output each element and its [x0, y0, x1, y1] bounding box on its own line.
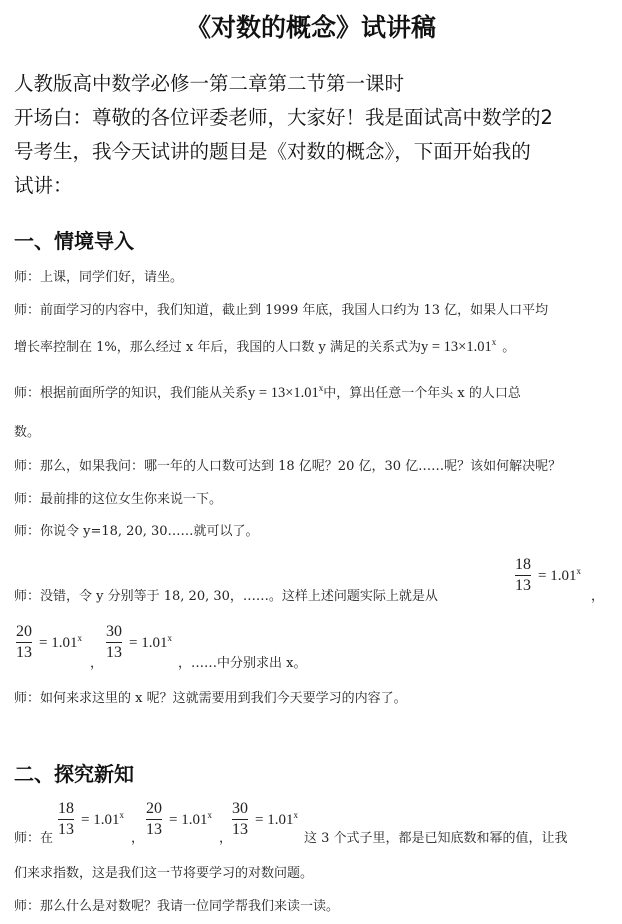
equation: = $1.01^x$ [169, 810, 212, 828]
paragraph: 师：没错，令 y 分别等于 18, 20, 30，……。这样上述问题实际上就是从 [14, 589, 438, 604]
paragraph: 师：最前排的这位女生你来说一下。 [14, 492, 223, 507]
intro-line-3: 号考生，我今天试讲的题目是《对数的概念》，下面开始我的 [14, 140, 531, 163]
paragraph: 数。 [14, 425, 41, 440]
paragraph: 师：上课，同学们好，请坐。 [14, 270, 184, 285]
paragraph: 师：那么，如果我问：哪一年的人口数可达到 18 亿呢？20 亿，30 亿……呢？该如何解决呢？ [14, 459, 562, 474]
intro-line-2: 开场白：尊敬的各位评委老师，大家好！我是面试高中数学的2 [14, 106, 553, 129]
paragraph: 师：那么什么是对数呢？我请一位同学帮我们来读一读。 [14, 899, 340, 914]
paragraph: 们来求指数，这是我们这一节将要学习的对数问题。 [14, 866, 314, 881]
equation: = $1.01^x$ [538, 566, 581, 584]
paragraph: 师：如何来求这里的 x 呢？这就需要用到我们今天要学习的内容了。 [14, 691, 407, 706]
equation: $y = 13\times 1.01^x$ [420, 337, 497, 355]
equation: = $1.01^x$ [129, 633, 172, 651]
paragraph: ，……中分别求出 x。 [178, 656, 307, 671]
paragraph: 师：前面学习的内容中，我们知道，截止到 1999 年底，我国人口约为 13 亿，如果人口平均 [14, 303, 549, 318]
section-heading-2: 二、探究新知 [14, 762, 134, 786]
paragraph: 师：根据前面所学的知识，我们能从关系$y = 13\times 1.01^x$中，算出任意一个年头 x 的人口总 [14, 383, 521, 401]
fraction: 20 13 [146, 800, 162, 838]
equation: $y = 13\times 1.01^x$ [248, 383, 324, 401]
fraction: 18 13 [58, 800, 74, 838]
page-title: 《对数的概念》试讲稿 [185, 13, 436, 42]
paragraph: 这 3 个式子里，都是已知底数和幂的值，让我 [304, 831, 568, 846]
paragraph: 增长率控制在 1%，那么经过 x 年后，我国的人口数 y 满足的关系式为$y = 13\times 1.01^x$ 。 [14, 337, 516, 355]
equation: = $1.01^x$ [255, 810, 298, 828]
equation: = $1.01^x$ [39, 633, 82, 651]
fraction: 30 13 [232, 800, 248, 838]
intro-line-4: 试讲： [14, 174, 73, 197]
intro-line-1: 人教版高中数学必修一第二章第二节第一课时 [14, 72, 405, 95]
section-heading-1: 一、情境导入 [14, 229, 134, 253]
fraction: 30 13 [106, 623, 122, 661]
paragraph: 师：你说令 y=18, 20, 30……就可以了。 [14, 524, 259, 539]
fraction: 18 13 [515, 556, 531, 594]
paragraph-text: 增长率控制在 1%，那么经过 x 年后，我国的人口数 y 满足的关系式为 [14, 340, 421, 355]
equation: = $1.01^x$ [81, 810, 124, 828]
fraction: 20 13 [16, 623, 32, 661]
